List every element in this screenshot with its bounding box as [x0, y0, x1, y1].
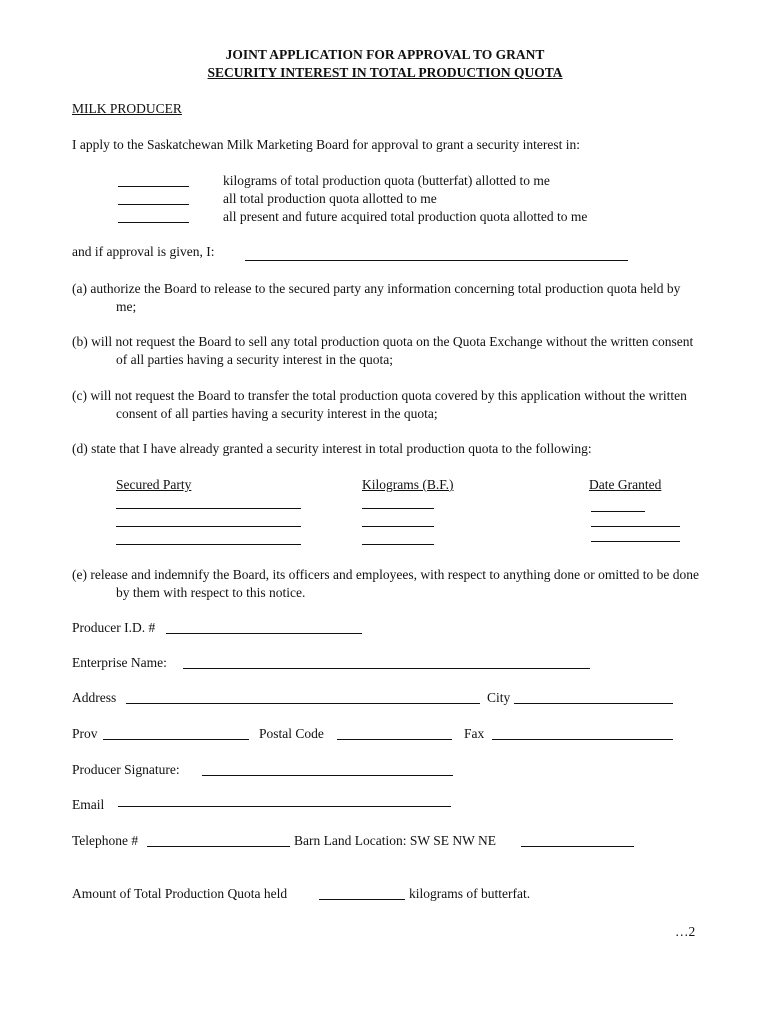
- city-label: City: [487, 690, 511, 705]
- address-label: Address: [72, 690, 117, 705]
- date-granted-field-1[interactable]: [591, 511, 645, 512]
- prov-field[interactable]: [103, 739, 249, 740]
- kilograms-field-3[interactable]: [362, 544, 434, 545]
- secured-party-field-2[interactable]: [116, 526, 301, 527]
- kilograms-field-1[interactable]: [362, 508, 434, 509]
- amount-field[interactable]: [319, 899, 405, 900]
- clause-d: (d) state that I have already granted a security interest in total production quota to the following:: [72, 441, 592, 456]
- page-number: …2: [675, 924, 696, 939]
- clause-b: (b) will not request the Board to sell any total production quota on the Quota Exchange without the written consent of all parties having a security interest in the quota;: [72, 334, 694, 367]
- prov-label: Prov: [72, 726, 98, 741]
- city-field[interactable]: [514, 703, 673, 704]
- amount-suffix: kilograms of butterfat.: [409, 886, 531, 901]
- producer-id-label: Producer I.D. #: [72, 620, 156, 635]
- section-heading: MILK PRODUCER: [72, 101, 182, 116]
- document-title-line-1: JOINT APPLICATION FOR APPROVAL TO GRANT: [225, 47, 545, 62]
- postal-code-field[interactable]: [337, 739, 452, 740]
- option-blank-3[interactable]: [118, 222, 189, 223]
- clause-c: (c) will not request the Board to transfer the total production quota covered by this application without the written consent of all parties having a security interest in the quota;: [72, 388, 687, 421]
- address-field[interactable]: [126, 703, 480, 704]
- secured-party-field-3[interactable]: [116, 544, 301, 545]
- telephone-field[interactable]: [147, 846, 290, 847]
- barn-land-field[interactable]: [521, 846, 634, 847]
- clause-a: (a) authorize the Board to release to the secured party any information concerning total production quota held by me;: [72, 281, 681, 314]
- postal-code-label: Postal Code: [259, 726, 324, 741]
- barn-land-label: Barn Land Location: SW SE NW NE: [294, 833, 496, 848]
- option-blank-1[interactable]: [118, 186, 189, 187]
- date-granted-field-3[interactable]: [591, 541, 680, 542]
- amount-label: Amount of Total Production Quota held: [72, 886, 288, 901]
- kilograms-field-2[interactable]: [362, 526, 434, 527]
- clause-e: (e) release and indemnify the Board, its officers and employees, with respect to anything done or omitted to be done by them with respect to this notice.: [72, 567, 699, 600]
- telephone-label: Telephone #: [72, 833, 139, 848]
- approval-name-field[interactable]: [245, 260, 628, 261]
- option-text-2: all total production quota allotted to me: [223, 191, 437, 206]
- email-label: Email: [72, 797, 105, 812]
- producer-id-field[interactable]: [166, 633, 362, 634]
- document-title-line-2: SECURITY INTEREST IN TOTAL PRODUCTION QUOTA: [207, 65, 563, 80]
- signature-label: Producer Signature:: [72, 762, 180, 777]
- header-kilograms: Kilograms (B.F.): [362, 477, 454, 492]
- email-field[interactable]: [118, 806, 451, 807]
- option-blank-2[interactable]: [118, 204, 189, 205]
- option-text-1: kilograms of total production quota (butterfat) allotted to me: [223, 173, 550, 188]
- header-date-granted: Date Granted: [589, 477, 662, 492]
- option-text-3: all present and future acquired total production quota allotted to me: [223, 209, 588, 224]
- secured-party-field-1[interactable]: [116, 508, 301, 509]
- enterprise-name-label: Enterprise Name:: [72, 655, 167, 670]
- fax-label: Fax: [464, 726, 485, 741]
- approval-text: and if approval is given, I:: [72, 244, 215, 259]
- signature-field[interactable]: [202, 775, 453, 776]
- fax-field[interactable]: [492, 739, 673, 740]
- intro-text: I apply to the Saskatchewan Milk Marketing Board for approval to grant a security interest in:: [72, 137, 580, 152]
- header-secured-party: Secured Party: [116, 477, 192, 492]
- enterprise-name-field[interactable]: [183, 668, 590, 669]
- date-granted-field-2[interactable]: [591, 526, 680, 527]
